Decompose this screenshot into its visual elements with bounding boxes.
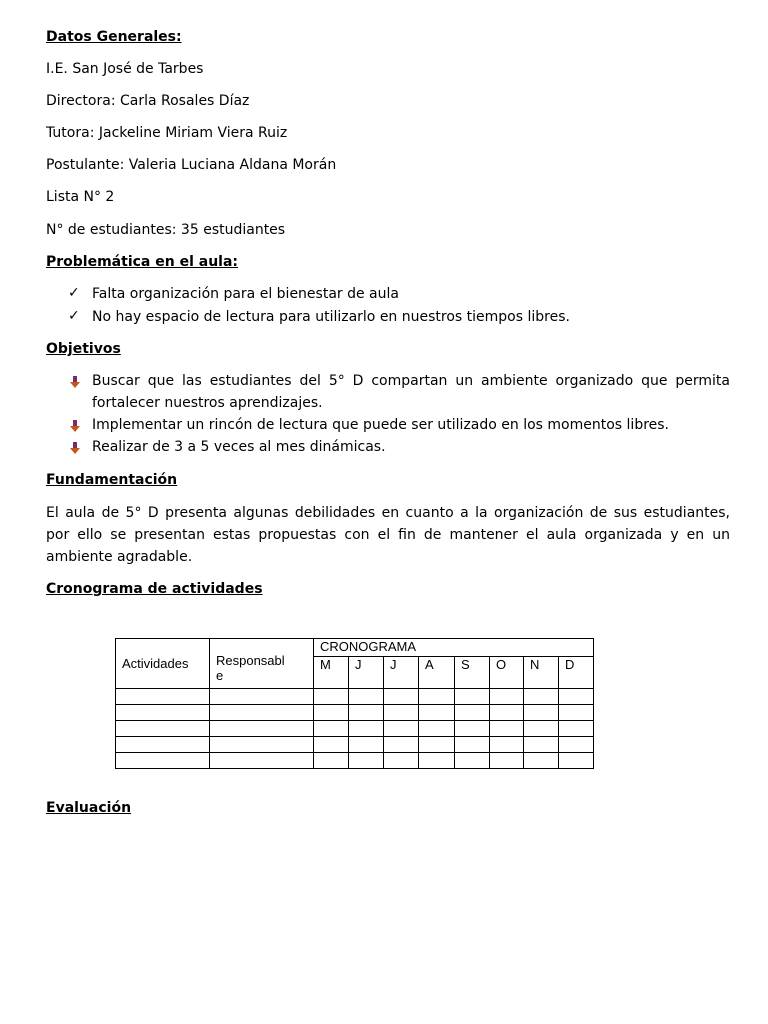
objetivo-item-3: Realizar de 3 a 5 veces al mes dinámicas. bbox=[92, 439, 386, 455]
cronograma-table bbox=[115, 638, 594, 769]
problematica-item: No hay espacio de lectura para utilizarlo en nuestros tiempos libres. bbox=[92, 309, 570, 325]
table-row bbox=[116, 753, 594, 769]
checkmark-icon: ✓ bbox=[68, 308, 80, 324]
month-header: S bbox=[455, 657, 490, 689]
objetivo-item-1: Buscar que las estudiantes del 5° D compartan un ambiente organizado que permita bbox=[92, 373, 730, 389]
month-header: M bbox=[314, 657, 349, 689]
month-header: J bbox=[384, 657, 419, 689]
arrow-bullet-icon bbox=[70, 376, 80, 388]
fundamentacion-heading: Fundamentación bbox=[46, 472, 178, 488]
problematica-item: Falta organización para el bienestar de aula bbox=[92, 286, 399, 302]
arrow-bullet-icon bbox=[70, 442, 80, 454]
problematica-heading: Problemática en el aula: bbox=[46, 254, 239, 270]
lista-line: Lista N° 2 bbox=[46, 189, 115, 205]
month-header: J bbox=[349, 657, 384, 689]
datos-heading: Datos Generales: bbox=[46, 29, 182, 45]
tutora-line: Tutora: Jackeline Miriam Viera Ruiz bbox=[46, 125, 288, 141]
evaluacion-heading: Evaluación bbox=[46, 800, 132, 816]
header-responsable: Responsabl e bbox=[210, 639, 314, 689]
ie-line: I.E. San José de Tarbes bbox=[46, 61, 204, 77]
table-row bbox=[116, 737, 594, 753]
cronograma-heading: Cronograma de actividades bbox=[46, 581, 263, 597]
header-cronograma: CRONOGRAMA bbox=[314, 639, 594, 657]
objetivos-heading: Objetivos bbox=[46, 341, 121, 357]
objetivo-item-1-cont: fortalecer nuestros aprendizajes. bbox=[92, 395, 323, 411]
month-header: N bbox=[524, 657, 559, 689]
table-row bbox=[116, 705, 594, 721]
estudiantes-line: N° de estudiantes: 35 estudiantes bbox=[46, 222, 286, 238]
fundamentacion-line-2: por ello se presentan estas propuestas con el fin de mantener el aula organizada y en un bbox=[46, 527, 730, 543]
table-row bbox=[116, 689, 594, 705]
objetivo-item-2: Implementar un rincón de lectura que puede ser utilizado en los momentos libres. bbox=[92, 417, 670, 433]
arrow-bullet-icon bbox=[70, 420, 80, 432]
month-header: O bbox=[490, 657, 524, 689]
directora-line: Directora: Carla Rosales Díaz bbox=[46, 93, 250, 109]
month-header: A bbox=[419, 657, 455, 689]
postulante-line: Postulante: Valeria Luciana Aldana Morán bbox=[46, 157, 337, 173]
header-actividades: Actividades bbox=[116, 639, 210, 689]
fundamentacion-line-1: El aula de 5° D presenta algunas debilidades en cuanto a la organización de sus estudiantes, bbox=[46, 505, 730, 521]
fundamentacion-line-3: ambiente agradable. bbox=[46, 549, 193, 565]
checkmark-icon: ✓ bbox=[68, 285, 80, 301]
month-header: D bbox=[559, 657, 594, 689]
table-row bbox=[116, 721, 594, 737]
